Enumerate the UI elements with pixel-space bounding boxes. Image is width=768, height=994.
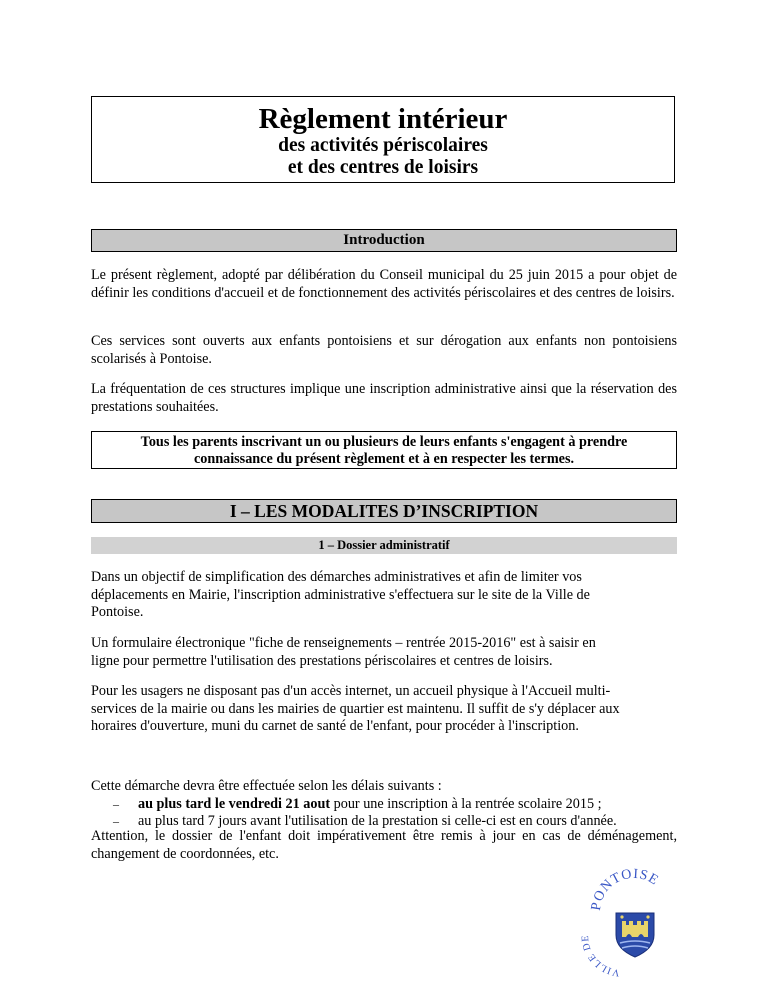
- list-intro: Cette démarche devra être effectuée selon les délais suivants :: [91, 778, 442, 794]
- bullet-dash: –: [113, 796, 119, 811]
- bullet-dash: –: [113, 814, 119, 828]
- title-box: [91, 96, 675, 183]
- intro-paragraph-1: Le présent règlement, adopté par délibération du Conseil municipal du 25 juin 2015 a pour objet de définir les conditions d'accueil et de fonctionnement des activités périscolaires et des centres de loisirs.: [91, 267, 677, 301]
- section-paragraph-2: [91, 635, 677, 670]
- list-item: [91, 796, 691, 814]
- paragraph-line: Pontoise.: [91, 604, 144, 620]
- section-paragraph-3: [91, 683, 677, 736]
- logo-text-top: [589, 867, 661, 912]
- logo-text-top-path: PONTOISE: [588, 867, 662, 912]
- paragraph-line: Pour les usagers ne disposant pas d'un accès internet, un accueil physique à l'Accueil multi-: [91, 683, 611, 699]
- paragraph-line: Dans un objectif de simplification des démarches administratives et afin de limiter vos: [91, 569, 582, 585]
- ville-de-pontoise-logo: [580, 867, 676, 977]
- logo-text-left-path: VILLE DE: [580, 934, 621, 977]
- deadline-list: [91, 778, 691, 831]
- document-subtitle-line2: et des centres de loisirs: [287, 157, 479, 178]
- paragraph-line: Un formulaire électronique "fiche de renseignements – rentrée 2015-2016" est à saisir en: [91, 635, 596, 651]
- logo-text-left: [580, 934, 621, 977]
- paragraph-line: services de la mairie ou dans les mairies de quartier est maintenu. Il suffit de s'y déplacer aux: [91, 700, 620, 717]
- section-paragraph-4: Attention, le dossier de l'enfant doit impérativement être remis à jour en cas de déménagement, changement de coordonnées, etc.: [91, 828, 677, 862]
- document-title: Règlement intérieur: [258, 103, 508, 135]
- notice-line-2: connaissance du présent règlement et à en respecter les termes.: [193, 451, 575, 467]
- notice-line-1: Tous les parents inscrivant un ou plusieurs de leurs enfants s'engagent à prendre: [140, 434, 628, 450]
- subsection-heading: 1 – Dossier administratif: [91, 537, 677, 554]
- paragraph-line: ligne pour permettre l'utilisation des prestations périscolaires et centres de loisirs.: [91, 652, 553, 669]
- shield-icon: [616, 913, 654, 957]
- list-item-text: pour une inscription à la rentrée scolaire 2015 ;: [330, 795, 602, 812]
- list-item-text: au plus tard 7 jours avant l'utilisation de la prestation si celle-ci est en cours d'année.: [138, 813, 617, 829]
- paragraph-line: horaires d'ouverture, muni du carnet de santé de l'enfant, pour procéder à l'inscription.: [91, 718, 579, 734]
- document-subtitle-line1: des activités périscolaires: [278, 135, 488, 156]
- intro-paragraph-3: La fréquentation de ces structures implique une inscription administrative ainsi que la réservation des prestations souhaitées.: [91, 381, 677, 415]
- list-item-bold: au plus tard le vendredi 21 aout: [138, 795, 331, 812]
- section-heading: I – LES MODALITES D’INSCRIPTION: [91, 499, 677, 523]
- section-paragraph-1: [91, 569, 677, 622]
- paragraph-line: déplacements en Mairie, l'inscription administrative s'effectuera sur le site de la Ville de: [91, 586, 590, 603]
- notice-box: [91, 431, 677, 469]
- introduction-heading: Introduction: [91, 229, 677, 252]
- intro-paragraph-2: Ces services sont ouverts aux enfants pontoisiens et sur dérogation aux enfants non pontoisiens scolarisés à Pontoise.: [91, 333, 677, 367]
